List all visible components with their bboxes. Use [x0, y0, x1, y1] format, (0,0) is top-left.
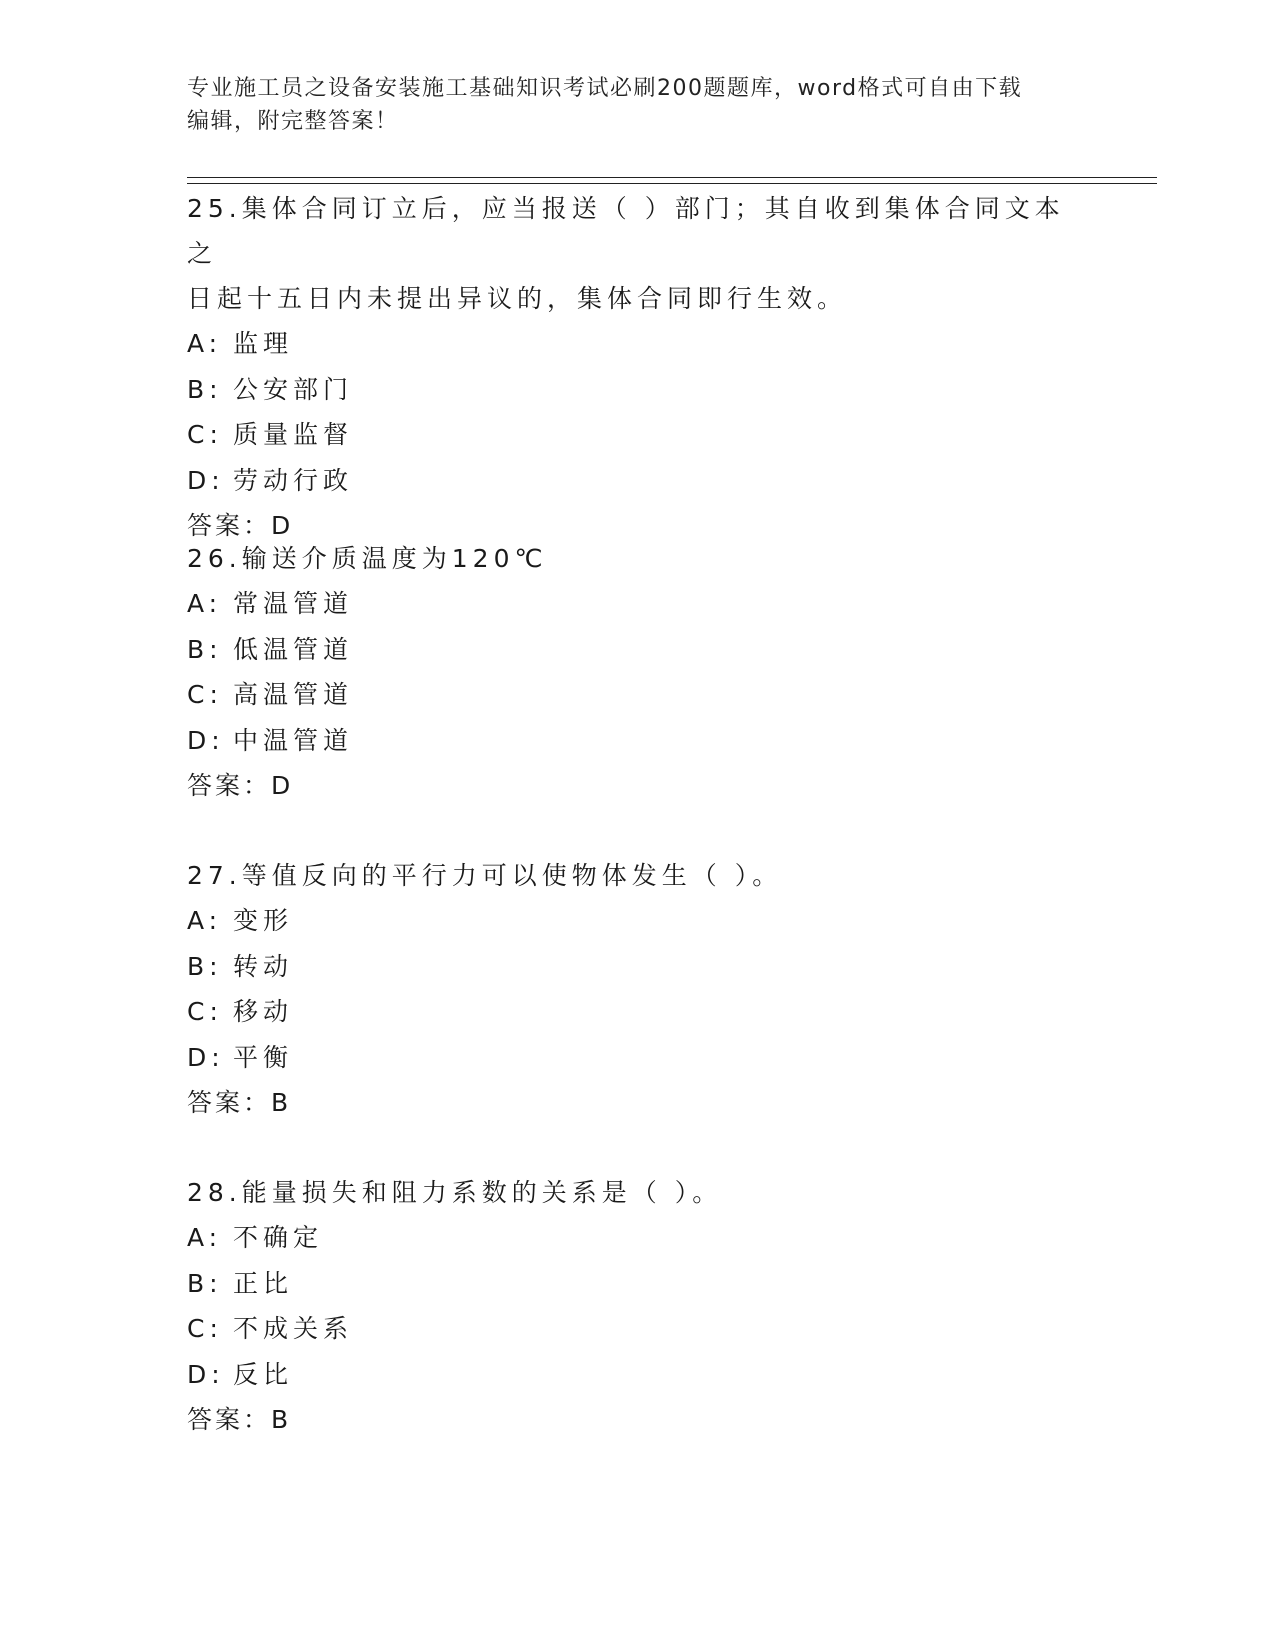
- option-key: D:: [187, 725, 225, 755]
- option-text: 不成关系: [233, 1314, 354, 1343]
- option-a: [187, 1215, 1087, 1261]
- option-text: 变形: [233, 906, 294, 935]
- option-text: 低温管道: [233, 634, 354, 664]
- option-text: 监理: [233, 329, 294, 358]
- question-stem-continued: 日起十五日内未提出异议的，集体合同即行生效。: [187, 284, 848, 313]
- option-key: B:: [187, 1268, 223, 1298]
- question-25: [187, 186, 1087, 548]
- option-key: A:: [187, 589, 223, 618]
- header-line-1: 专业施工员之设备安装施工基础知识考试必刷200题题库，word格式可自由下载: [187, 76, 1023, 101]
- answer: 答案：D: [187, 771, 294, 800]
- option-text: 质量监督: [233, 420, 354, 449]
- question-27: [187, 853, 1087, 1125]
- question-26: [187, 536, 1087, 808]
- header-divider-bottom: [187, 183, 1157, 184]
- option-key: B:: [187, 374, 223, 404]
- option-b: [187, 944, 1087, 990]
- option-b: [187, 367, 1087, 413]
- option-d: [187, 1035, 1087, 1081]
- option-key: A:: [187, 906, 223, 935]
- document-header: [187, 72, 1087, 138]
- option-key: D:: [187, 1359, 225, 1389]
- option-d: [187, 458, 1087, 504]
- option-key: D:: [187, 1042, 225, 1072]
- option-c: [187, 989, 1087, 1035]
- option-text: 劳动行政: [233, 465, 354, 495]
- option-c: [187, 1306, 1087, 1352]
- question-28: [187, 1170, 1087, 1442]
- question-stem: 26.输送介质温度为120℃: [187, 544, 548, 573]
- header-divider-top: [187, 177, 1157, 178]
- option-key: C:: [187, 680, 223, 709]
- option-text: 转动: [233, 951, 294, 981]
- option-c: [187, 412, 1087, 458]
- option-key: C:: [187, 420, 223, 449]
- option-key: B:: [187, 951, 223, 981]
- option-b: [187, 627, 1087, 673]
- answer: 答案：D: [187, 511, 294, 540]
- answer: 答案：B: [187, 1405, 292, 1434]
- question-stem: 27.等值反向的平行力可以使物体发生（ ）。: [187, 861, 783, 890]
- option-a: [187, 321, 1087, 367]
- option-a: [187, 898, 1087, 944]
- option-key: C:: [187, 997, 223, 1026]
- option-key: C:: [187, 1314, 223, 1343]
- header-line-2: 编辑，附完整答案！: [187, 109, 399, 134]
- option-text: 高温管道: [233, 680, 354, 709]
- question-stem: 25.集体合同订立后，应当报送（ ）部门；其自收到集体合同文本之: [187, 194, 1065, 268]
- option-text: 平衡: [233, 1042, 294, 1072]
- option-key: A:: [187, 329, 223, 358]
- option-key: D:: [187, 465, 225, 495]
- option-c: [187, 672, 1087, 718]
- option-b: [187, 1261, 1087, 1307]
- option-text: 不确定: [233, 1223, 324, 1252]
- option-key: B:: [187, 634, 223, 664]
- option-d: [187, 1352, 1087, 1398]
- question-stem: 28.能量损失和阻力系数的关系是（ ）。: [187, 1178, 723, 1207]
- option-text: 反比: [233, 1359, 294, 1389]
- option-key: A:: [187, 1223, 223, 1252]
- option-text: 中温管道: [233, 725, 354, 755]
- option-text: 正比: [233, 1268, 294, 1298]
- option-d: [187, 718, 1087, 764]
- option-text: 常温管道: [233, 589, 354, 618]
- answer: 答案：B: [187, 1088, 292, 1117]
- option-text: 移动: [233, 997, 294, 1026]
- option-a: [187, 581, 1087, 627]
- option-text: 公安部门: [233, 374, 354, 404]
